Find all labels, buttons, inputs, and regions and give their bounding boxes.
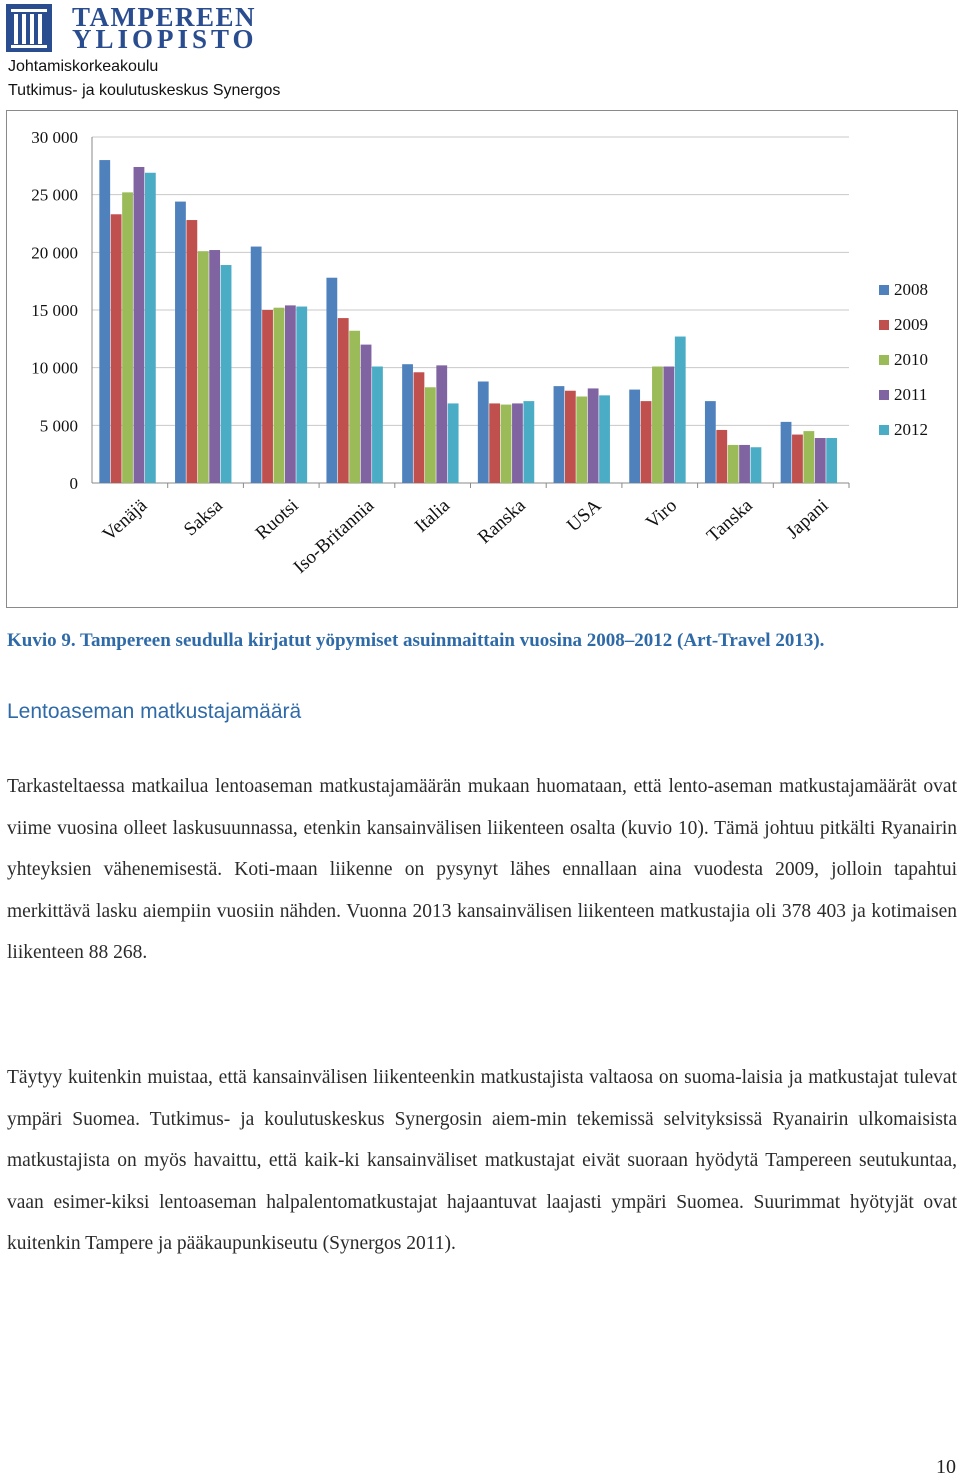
x-category-label: Saksa [179, 495, 227, 541]
document-header [6, 2, 606, 106]
bar-iso-britannia-2010 [349, 331, 360, 483]
section-heading: Lentoaseman matkustajamäärä [7, 700, 302, 723]
bar-venäjä-2010 [122, 192, 133, 483]
bar-saksa-2010 [198, 251, 209, 483]
bar-iso-britannia-2012 [372, 367, 383, 483]
bar-ranska-2009 [489, 403, 500, 483]
bar-ranska-2010 [501, 405, 512, 483]
bar-iso-britannia-2011 [361, 345, 372, 483]
bar-saksa-2009 [186, 220, 197, 483]
bar-usa-2010 [576, 397, 587, 484]
bar-viro-2011 [663, 367, 674, 483]
bar-tanska-2010 [728, 445, 739, 483]
x-category-label: Viro [642, 495, 682, 534]
x-category-label: Tanska [702, 495, 757, 547]
legend-swatch [879, 320, 889, 330]
bar-venäjä-2008 [99, 160, 110, 483]
body-paragraph-1: Tarkasteltaessa matkailua lentoaseman matkustajamäärän mukaan huomataan, että lento-aseman matkustajamäärät ovat viime vuosina olleet laskusuunnassa, etenkin kansainvälisen liikenteen osalta (kuvio 10). Tämä johtuu pitkälti Ryanairin yhteyksien vähenemisestä. Koti-maan liikenne on pysynyt lähes ennallaan aina vuodesta 2009, jolloin tapahtui merkittävä lasku aiempiin vuosiin nähden. Vuonna 2013 kansainvälisen liikenteen matkustajia oli 378 403 ja kotimaisen liikenteen 88 268. [7, 776, 957, 963]
y-tick-label: 25 000 [31, 185, 78, 205]
bar-venäjä-2009 [111, 214, 122, 483]
bar-ruotsi-2008 [251, 247, 262, 483]
bar-usa-2012 [599, 395, 610, 483]
legend-swatch [879, 390, 889, 400]
y-tick-label: 30 000 [31, 128, 78, 147]
y-tick-label: 10 000 [31, 358, 78, 378]
bar-ruotsi-2011 [285, 305, 296, 483]
bar-ranska-2011 [512, 403, 523, 483]
bar-venäjä-2012 [145, 173, 156, 483]
legend-label: 2008 [894, 280, 928, 299]
x-category-label: Venäjä [98, 495, 152, 546]
bar-iso-britannia-2009 [338, 318, 349, 483]
x-category-label: Italia [410, 495, 454, 537]
bar-saksa-2012 [221, 265, 232, 483]
bar-italia-2010 [425, 387, 436, 483]
bar-ruotsi-2012 [296, 307, 307, 483]
bar-ruotsi-2010 [274, 308, 285, 483]
x-category-label: Ranska [474, 495, 530, 549]
bar-italia-2012 [448, 403, 459, 483]
y-tick-label: 0 [69, 474, 78, 493]
x-category-label: USA [563, 495, 606, 537]
y-tick-label: 20 000 [31, 243, 78, 263]
bar-usa-2011 [588, 388, 599, 483]
legend-label: 2010 [894, 350, 928, 369]
x-category-label: Iso-Britannia [289, 495, 379, 578]
bar-italia-2009 [414, 372, 425, 483]
bar-usa-2009 [565, 391, 576, 483]
legend-label: 2011 [894, 385, 928, 404]
logo-text-line1: TAMPEREEN [72, 2, 257, 32]
bar-ranska-2012 [523, 401, 534, 483]
bar-japani-2012 [826, 438, 837, 483]
bar-chart [7, 111, 959, 609]
bar-ranska-2008 [478, 382, 489, 483]
bar-ruotsi-2009 [262, 310, 273, 483]
bar-japani-2011 [815, 438, 826, 483]
y-tick-label: 15 000 [31, 301, 78, 320]
research-center-name: Tutkimus- ja koulutuskeskus Synergos [8, 82, 281, 99]
x-category-label: Ruotsi [251, 495, 303, 544]
university-logo-icon [6, 4, 52, 52]
bar-viro-2008 [629, 390, 640, 483]
legend-label: 2009 [894, 315, 928, 334]
legend-label: 2012 [894, 420, 928, 439]
chart-frame [6, 110, 958, 608]
bar-italia-2011 [436, 365, 447, 483]
bar-japani-2009 [792, 435, 803, 483]
figure-caption: Kuvio 9. Tampereen seudulla kirjatut yöpymiset asuinmaittain vuosina 2008–2012 (Art-Travel 2013). [7, 630, 825, 651]
legend-swatch [879, 425, 889, 435]
page-number: 10 [936, 1456, 956, 1478]
bar-japani-2008 [781, 422, 792, 483]
logo-text-line2: YLIOPISTO [72, 24, 258, 54]
bar-viro-2009 [641, 401, 652, 483]
bar-tanska-2009 [716, 430, 727, 483]
bar-tanska-2011 [739, 445, 750, 483]
x-category-label: Japani [782, 495, 833, 544]
bar-saksa-2008 [175, 202, 186, 483]
bar-venäjä-2011 [134, 167, 145, 483]
body-paragraph-2: Täytyy kuitenkin muistaa, että kansainvälisen liikenteenkin matkustajista valtaosa on suoma-laisia ja matkustajat tulevat ympäri Suomea. Tutkimus- ja koulutuskeskus Synergosin aiem-min tekemissä selvityksissä Ryanairin ulkomaisista matkustajista on myös havaittu, että kaik-ki kansainväliset matkustajat eivät suoraan hyödytä Tampereen seutukuntaa, vaan esimer-kiksi lentoaseman halpalentomatkustajat hajaantuvat laajasti ympäri Suomea. Suurimmat hyötyjät ovat kuitenkin Tampere ja pääkaupunkiseutu (Synergos 2011). [7, 1067, 957, 1254]
y-tick-label: 5 000 [39, 416, 78, 436]
bar-japani-2010 [803, 431, 814, 483]
bar-tanska-2008 [705, 401, 716, 483]
bar-viro-2010 [652, 367, 663, 483]
bar-italia-2008 [402, 364, 413, 483]
legend-swatch [879, 355, 889, 365]
bar-saksa-2011 [209, 250, 220, 483]
bar-viro-2012 [675, 337, 686, 483]
legend-swatch [879, 285, 889, 295]
bar-iso-britannia-2008 [326, 278, 337, 483]
bar-usa-2008 [554, 386, 565, 483]
school-name: Johtamiskorkeakoulu [8, 58, 159, 75]
bar-tanska-2012 [751, 447, 762, 483]
